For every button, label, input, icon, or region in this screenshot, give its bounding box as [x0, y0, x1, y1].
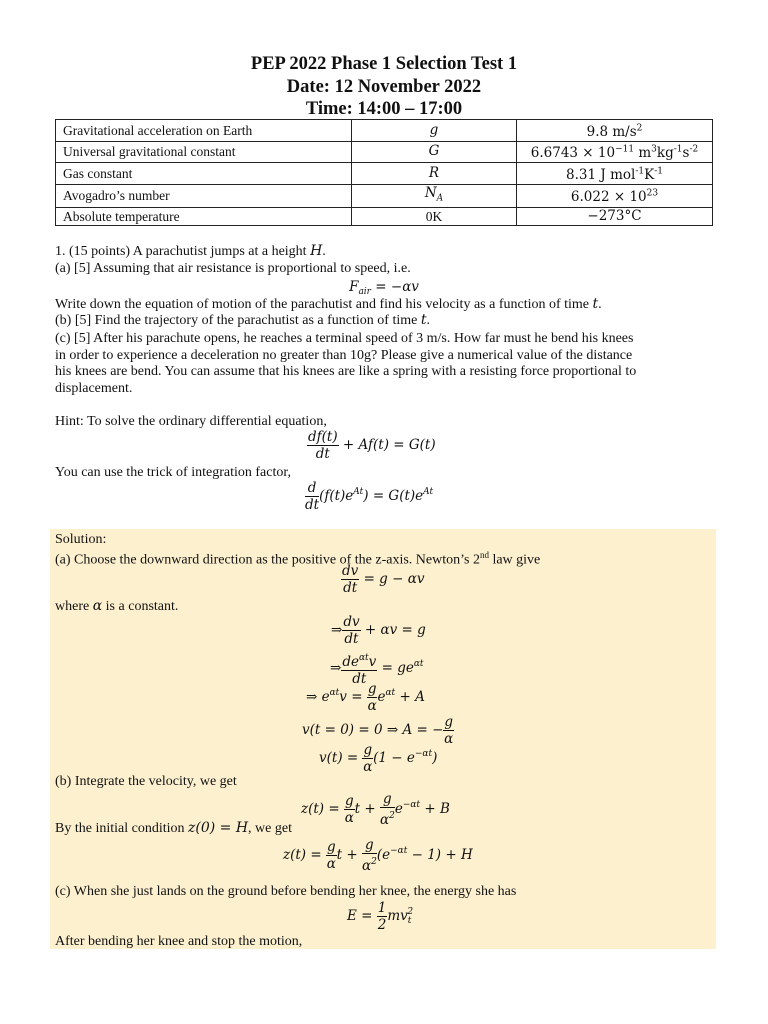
solution-c-text: (c) When she just lands on the ground before bending her knee, the energy she has [55, 884, 517, 899]
solution-energy: E = $\frac{1}{2}$ $mv_t^2$ [347, 900, 414, 933]
constant-value: $6.022 \times 10^{23}$ [517, 184, 713, 208]
constant-name: Universal gravitational constant [56, 141, 352, 163]
question-1c-line: (c) [5] After his parachute opens, he reaches a terminal speed of 3 m/s. How far must he bend his knees [55, 331, 634, 346]
table-row [56, 120, 713, 142]
document-time: Time: 14:00 – 17:00 [305, 99, 463, 119]
hint-text-2: You can use the trick of integration factor, [55, 465, 291, 480]
constant-name: Gravitational acceleration on Earth [56, 120, 352, 142]
solution-trajectory: z(t) = $\frac{g}{\alpha}$ t + $\frac{g}{\alpha^2}$ $(e^{-\alpha t} - 1) + H$ [283, 837, 473, 874]
table-row [56, 208, 713, 226]
constant-symbol: 0K [352, 208, 517, 226]
solution-a-text: (a) Choose the downward direction as the positive of the z-axis. Newton’s 2nd law give [55, 550, 541, 568]
constant-name: Absolute temperature [56, 208, 352, 226]
solution-velocity: v(t) = $\frac{g}{\alpha}$ $(1 - e^{-\alpha t})$ [319, 742, 438, 775]
solution-eq-3: ⇒ $\frac{de^{\alpha t}v}{dt}$ = $ge^{\alpha t}$ [330, 650, 424, 687]
hint-ode-equation: $\frac{df(t)}{dt}$ + Af(t) = G(t) [308, 429, 436, 462]
solution-where: where α is a constant. [55, 598, 179, 614]
hint-text: Hint: To solve the ordinary differential equation, [55, 414, 327, 429]
question-1a-prompt: (a) [5] Assuming that air resistance is proportional to speed, i.e. [55, 261, 411, 276]
constant-value: $6.6743 \times 10^{-11}$ $m^3kg^{-1}s^{-2}$ [517, 141, 713, 163]
constant-name: Gas constant [56, 163, 352, 185]
air-resistance-equation: $F_{air} = -\alpha v$ [349, 279, 419, 297]
constant-symbol: g [352, 120, 517, 142]
solution-after-text: After bending her knee and stop the motion, [55, 934, 303, 949]
document-date: Date: 12 November 2022 [286, 77, 482, 97]
constant-value: 8.31 J $mol^{-1}K^{-1}$ [517, 163, 713, 185]
solution-b-text: (b) Integrate the velocity, we get [55, 774, 237, 789]
document-title: PEP 2022 Phase 1 Selection Test 1 [250, 54, 518, 74]
table-row [56, 141, 713, 163]
constants-table [55, 119, 713, 226]
question-1c-line: his knees are bend. You can assume that his knees are like a spring with a resisting force proportional to [55, 364, 637, 379]
constant-value: −273°C [517, 208, 713, 226]
constant-symbol: $N_A$ [352, 184, 517, 208]
question-1c-line: in order to experience a deceleration no greater than 10g? Please give a numerical value of the distance [55, 348, 633, 363]
solution-eq-5: v(t = 0) = 0 ⇒ A = − $\frac{g}{\alpha}$ [302, 714, 454, 747]
constant-symbol: G [352, 141, 517, 163]
table-row [56, 184, 713, 208]
solution-eq-2: ⇒ $\frac{dv}{dt}$ + αv = g [331, 614, 426, 647]
solution-initial-condition: By the initial condition z(0) = H, we get [55, 820, 292, 836]
solution-heading: Solution: [55, 532, 107, 547]
table-row [56, 163, 713, 185]
question-1: 1. (15 points) A parachutist jumps at a height H. [55, 243, 326, 259]
constant-name: Avogadro’s number [56, 184, 352, 208]
equation-of-motion: $\frac{dv}{dt}$ = g − αv [342, 563, 425, 596]
constant-symbol: R [352, 163, 517, 185]
solution-trajectory-general: z(t) = $\frac{g}{\alpha}$ t + $\frac{g}{\alpha^2}$ $e^{-\alpha t} + B$ [301, 791, 450, 828]
solution-eq-4: ⇒ $e^{\alpha t}v$ = $\frac{g}{\alpha}$ $e^{\alpha t} + A$ [306, 681, 425, 714]
question-1b: (b) [5] Find the trajectory of the parachutist as a function of time t. [55, 312, 430, 328]
question-1c-line: displacement. [55, 381, 133, 396]
hint-integration-factor-equation: $\frac{d}{dt}$ $(f(t)e^{At}) = G(t)e^{At}$ [305, 480, 434, 513]
constant-value: 9.8 $m/s^2$ [517, 120, 713, 142]
question-1a-task: Write down the equation of motion of the parachutist and find his velocity as a function of time t. [55, 296, 602, 312]
